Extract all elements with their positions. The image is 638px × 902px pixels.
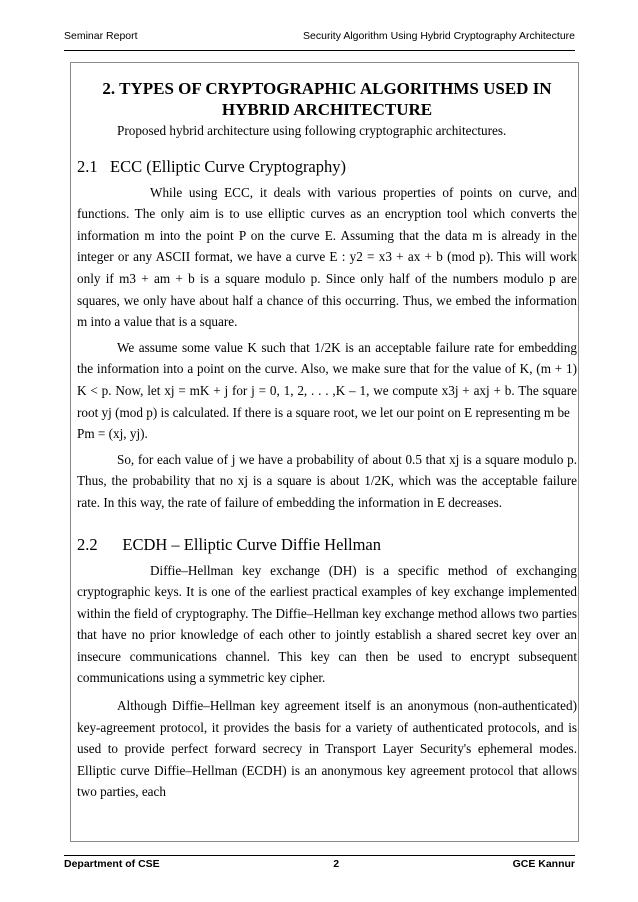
footer-department: Department of CSE	[64, 858, 160, 870]
chapter-title	[77, 78, 577, 120]
chapter-title-line-1: 2. TYPES OF CRYPTOGRAPHIC ALGORITHMS USED IN	[102, 79, 552, 98]
ecc-paragraph-2: We assume some value K such that 1/2K is an acceptable failure rate for embedding the information into a point on the curve. Also, we make sure that for the value of K, (m + 1) K < p. Now, let xj = mK + j for j = 0, 1, 2, . . . ,K – 1, we compute x3j + axj + b. The square root yj (mod p) is calculated. If there is a square root, we let our point on E representing m be	[77, 339, 577, 420]
chapter-title-line-2: HYBRID ARCHITECTURE	[221, 100, 433, 119]
page-content	[77, 78, 577, 803]
ecc-paragraph-3: So, for each value of j we have a probability of about 0.5 that xj is a square modulo p. Thus, the probability that no xj is a square is about 1/2K, which was the acceptable failure rate. In this way, the rate of failure of embedding the information in E decreases.	[77, 451, 577, 510]
footer-page-number: 2	[333, 858, 340, 870]
page-footer	[64, 855, 575, 876]
header-right: Security Algorithm Using Hybrid Cryptography Architecture	[303, 30, 575, 42]
section-heading-ecdh: 2.2 ECDH – Elliptic Curve Diffie Hellman	[77, 534, 381, 554]
ecc-point-formula: Pm = (xj, yj).	[77, 426, 148, 442]
page-header	[64, 30, 575, 48]
ecc-paragraph-1: While using ECC, it deals with various properties of points on curve, and functions. The only aim is to use elliptic curves as an encryption tool which converts the information m into the point P on the curve E. Assuming that the data m is already in the integer or any ASCII format, we have a curve E : y2 = x3 + ax + b (mod p). This will work only if m3 + am + b is a square modulo p. Since only half of the numbers modulo p are squares, we only have about half a chance of this occurring. Thus, we embed the information m into a value that is a square.	[77, 184, 577, 330]
ecdh-paragraph-2: Although Diffie–Hellman key agreement itself is an anonymous (non-authenticated) key-agreement protocol, it provides the basis for a variety of authenticated protocols, and is used to provide perfect forward secrecy in Transport Layer Security's ephemeral modes. Elliptic curve Diffie–Hellman (ECDH) is an anonymous key agreement protocol that allows two parties, each	[77, 698, 577, 800]
chapter-intro: Proposed hybrid architecture using following cryptographic architectures.	[117, 123, 507, 138]
footer-institution: GCE Kannur	[512, 858, 575, 870]
header-left: Seminar Report	[64, 30, 138, 42]
section-heading-ecc: 2.1 ECC (Elliptic Curve Cryptography)	[77, 156, 347, 176]
header-rule	[64, 50, 575, 51]
ecdh-paragraph-1: Diffie–Hellman key exchange (DH) is a specific method of exchanging cryptographic keys. It is one of the earliest practical examples of key exchange implemented within the field of cryptography. The Diffie–Hellman key exchange method allows two parties that have no prior knowledge of each other to jointly establish a shared secret key over an insecure communications channel. This key can then be used to encrypt subsequent communications using a symmetric key cipher.	[77, 562, 577, 686]
